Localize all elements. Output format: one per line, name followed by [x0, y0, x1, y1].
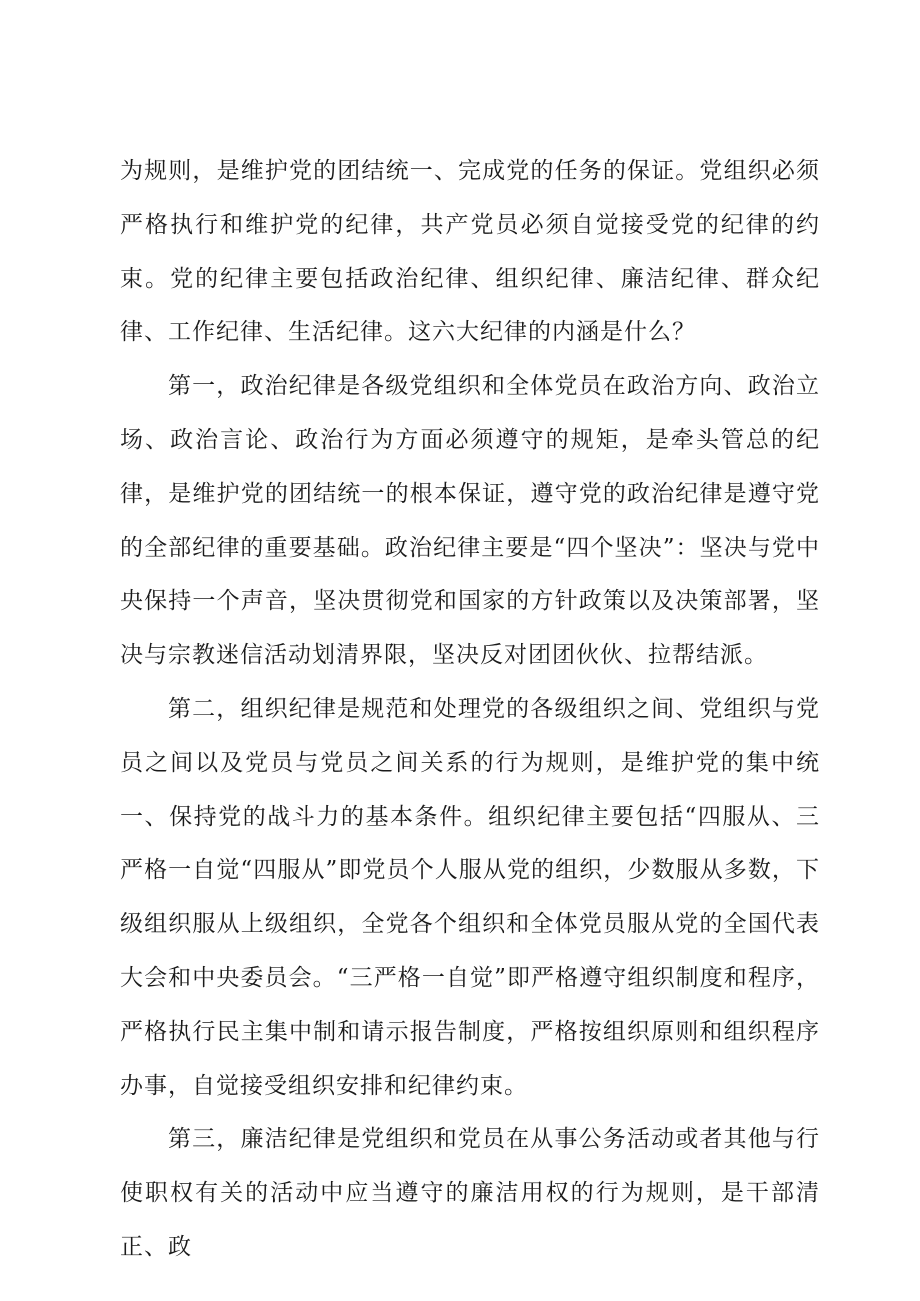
paragraph-political-discipline: 第一，政治纪律是各级党组织和全体党员在政治方向、政治立场、政治言论、政治行为方面必须遵守的规矩，是牵头管总的纪律，是维护党的团结统一的根本保证，遵守党的政治纪律是遵守党的全部纪律的重要基础。政治纪律主要是“四个坚决”：坚决与党中央保持一个声音，坚决贯彻党和国家的方针政策以及决策部署，坚决与宗教迷信活动划清界限，坚决反对团团伙伙、拉帮结派。	[120, 373, 820, 669]
document-body	[120, 145, 820, 1275]
paragraph-continuation: 为规则，是维护党的团结统一、完成党的任务的保证。党组织必须严格执行和维护党的纪律，共产党员必须自觉接受党的纪律的约束。党的纪律主要包括政治纪律、组织纪律、廉洁纪律、群众纪律、工作纪律、生活纪律。这六大纪律的内涵是什么？	[120, 158, 820, 346]
paragraph-integrity-discipline: 第三，廉洁纪律是党组织和党员在从事公务活动或者其他与行使职权有关的活动中应当遵守的廉洁用权的行为规则，是干部清正、政	[120, 1126, 820, 1260]
paragraph-organizational-discipline: 第二，组织纪律是规范和处理党的各级组织之间、党组织与党员之间以及党员与党员之间关系的行为规则，是维护党的集中统一、保持党的战斗力的基本条件。组织纪律主要包括“四服从、三严格一自觉“四服从”即党员个人服从党的组织，少数服从多数，下级组织服从上级组织，全党各个组织和全体党员服从党的全国代表大会和中央委员会。“三严格一自觉”即严格遵守组织制度和程序，严格执行民主集中制和请示报告制度，严格按组织原则和组织程序办事，自觉接受组织安排和纪律约束。	[120, 695, 820, 1099]
